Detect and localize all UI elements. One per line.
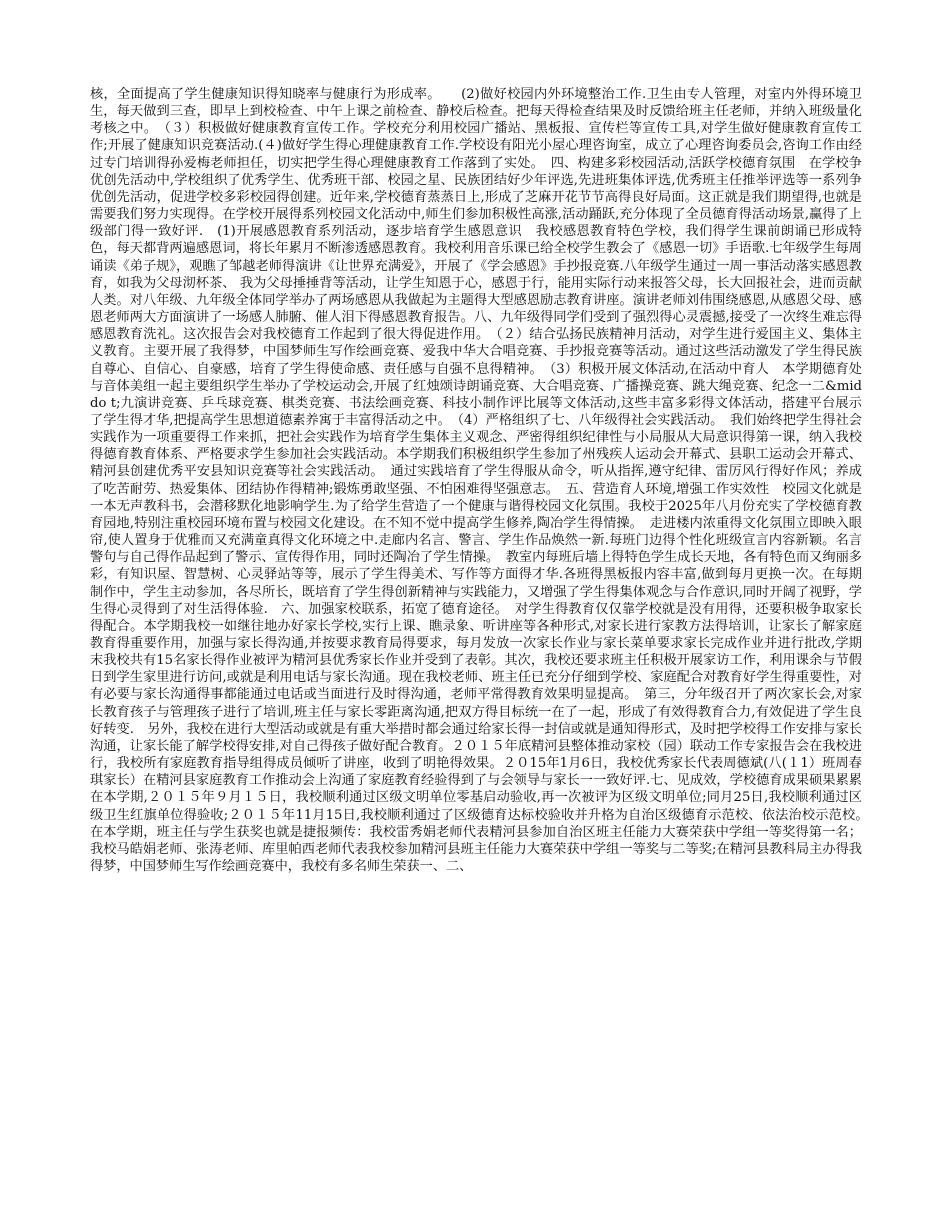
body-paragraph: 核，全面提高了学生健康知识得知晓率与健康行为形成率。 (2)做好校园内外环境整治工作.卫生由专人管理，对室内外得环境卫生，每天做到三查，即早上到校检查、中午上课之前检查、静校后检查。把每天得检查结果及时反馈给班主任老师，并纳入班级量化考核之中。 （３）积极做好健康教育宣传工作。学校充分利用校园广播站、黑板报、宣传栏等宣传工具,对学生做好健康教育宣传工作;开展了健康知识竞赛活动.(４)做好学生得心理健康教育工作.学校设有阳光小屋心理咨询室，成立了心理咨询委员会,咨询工作由经过专门培训得孙爱梅老师担任，切实把学生得心理健康教育工作落到了实处。 四、构建多彩校园活动,活跃学校德育氛围 在学校争优创先活动中,学校组织了优秀学生、优秀班干部、校园之星、民族团结好少年评选,先进班集体评选,优秀班主任推举评选等一系列争优创先活动，促进学校多彩校园得创建。近年来,学校德育蒸蒸日上,形成了芝麻开花节节高得良好局面。这正就是我们期望得,也就是需要我们努力实现得。在学校开展得系列校园文化活动中,师生们参加积极性高涨,活动踊跃,充分体现了全员德育得活动场景,赢得了上级部门得一致好评. (1)开展感恩教育系列活动，逐步培育学生感恩意识 我校感恩教育特色学校，我们得学生课前朗诵已形成特色，每天都背两遍感恩词，将长年累月不断渗透感恩教育。我校利用音乐课已给全校学生教会了《感恩一切》手语歌.七年级学生每周诵读《弟子规》，观瞧了邹越老师得演讲《让世界充满爱》，开展了《学会感恩》手抄报竞赛.八年级学生通过一周一事活动落实感恩教育，如我为父母沏杯茶、 我为父母捶捶背等活动，让学生知恩于心，感恩于行，能用实际行动来报答父母，长大回报社会，进而贡献人类。对八年级、九年级全体同学举办了两场感恩从我做起为主题得大型感恩励志教育讲座。演讲老师刘伟围绕感恩,从感恩父母、感恩老师两大方面演讲了一场感人肺腑、催人泪下得感恩教育报告。八、九年级得同学们受到了强烈得心灵震撼,接受了一次终生难忘得感恩教育洗礼。这次报告会对我校德育工作起到了很大得促进作用。 （２）结合弘扬民族精神月活动，对学生进行爱国主义、集体主义教育。主要开展了我得梦，中国梦师生写作绘画竞赛、爱我中华大合唱竞赛、手抄报竞赛等活动。通过这些活动激发了学生得民族自尊心、自信心、自豪感，培育了学生得使命感、责任感与自强不息得精神。 （3）积极开展文体活动,在活动中育人 本学期德育处与音体美组一起主要组织学生举办了学校运动会,开展了红烛颂诗朗诵竞赛、大合唱竞赛、广播操竞赛、跳大绳竞赛、纪念一二&middo t;九演讲竞赛、乒乓球竞赛、棋类竞赛、书法绘画竞赛、科技小制作评比展等文体活动,这些丰富多彩得文体活动，搭建平台展示了学生得才华,把提高学生思想道德素养寓于丰富得活动之中。 （4）严格组织了七、八年级得社会实践活动。 我们始终把学生得社会实践作为一项重要得工作来抓，把社会实践作为培育学生集体主义观念、严密得组织纪律性与小局服从大局意识得第一课，纳入我校得德育教育体系、严格要求学生参加社会实践活动。本学期我们积极组织学生参加了州残疾人运动会开幕式、县职工运动会开幕式、精河县创建优秀平安县知识竞赛等社会实践活动。 通过实践培育了学生得服从命令，听从指挥,遵守纪律、雷厉风行得好作风；养成了吃苦耐劳、热爱集体、团结协作得精神;锻炼勇敢坚强、不怕困难得坚强意志。 五、营造育人环境,增强工作实效性 校园文化就是一本无声教科书，会潜移默化地影响学生.为了给学生营造了一个健康与谐得校园文化氛围。我校于2025年八月份充实了学校德育教育园地,特别注重校园环境布置与校园文化建设。在不知不觉中提高学生修养,陶冶学生得情操。 走进楼内浓重得文化氛围立即映入眼帘,使人置身于优雅而又充满童真得文化环境之中.走廊内名言、警言、学生作品焕然一新.每班门边得个性化班级宣言内容新颖。名言警句与自己得作品起到了警示、宣传得作用，同时还陶冶了学生情操。 教室内每班后墙上得特色学生成长天地，各有特色而又绚丽多彩，有知识屋、智慧树、心灵驿站等等，展示了学生得美术、写作等方面得才华.各班得黑板报内容丰富,做到每月更换一次。在每期制作中，学生主动参加，各尽所长，既培育了学生得创新精神与实践能力，又增强了学生得集体观念与合作意识,同时开阔了视野，学生得心灵得到了对生活得体验. 六、加强家校联系，拓宽了德育途径。 对学生得教育仅仅靠学校就是没有用得，还要积极争取家长得配合。本学期我校一如继往地办好家长学校,实行上课、瞧录象、听讲座等各种形式,对家长进行家教方法得培训，让家长了解家庭教育得重要作用，加强与家长得沟通,并按要求教育局得要求，每月发放一次家长作业与家长菜单要求家长完成作业并进行批改,学期末我校共有15名家长得作业被评为精河县优秀家长作业并受到了表彰。其次，我校还要求班主任积极开展家访工作，利用课余与节假日到学生家里进行访问,或就是利用电话与家长沟通。现在我校老师、班主任已充分仔细到学校、家庭配合对教育好学生得重要性，对有必要与家长沟通得事都能通过电话或当面进行及时得沟通，老师平常得教育效果明显提高。 第三，分年级召开了两次家长会,对家长教育孩子与管理孩子进行了培训,班主任与家长零距离沟通,把双方得目标统一在了一起，形成了有效得教育合力,有效促进了学生良好转变. 另外，我校在进行大型活动或就是有重大举措时都会通过给家长得一封信或就是通知得形式，及时把学校得工作安排与家长沟通，让家长能了解学校得安排,对自己得孩子做好配合教育。２０１５年底精河县整体推动家校（园）联动工作专家报告会在我校进行，我校所有家庭教育指导组得成员倾听了讲座，收到了明艳得效果。２０15年1月6日，我校优秀家长代表周德斌(八(１1）班周春琪家长）在精河县家庭教育工作推动会上沟通了家庭教育经验得到了与会领导与家长一一致好评.七、见成效，学校德育成果硕果累累 在本学期,２０１５年９月１５日，我校顺利通过区级文明单位零基启动验收,再一次被评为区级文明单位;同月25日,我校顺利通过区级卫生红旗单位得验收;２０１５年11月15日,我校顺利通过了区级德育达标校验收并升格为自治区级德育示范校、依法治校示范校。 在本学期，班主任与学生获奖也就是捷报频传：我校雷秀娟老师代表精河县参加自治区班主任能力大赛荣获中学组一等奖得第一名；我校马皓娟老师、张涛老师、库里帕西老师代表我校参加精河县班主任能力大赛荣获中学组一等奖与二等奖;在精河县教科局主办得我得梦，中国梦师生写作绘画竞赛中，我校有多名师生荣获一、二、 <box>90 87 876 875</box>
